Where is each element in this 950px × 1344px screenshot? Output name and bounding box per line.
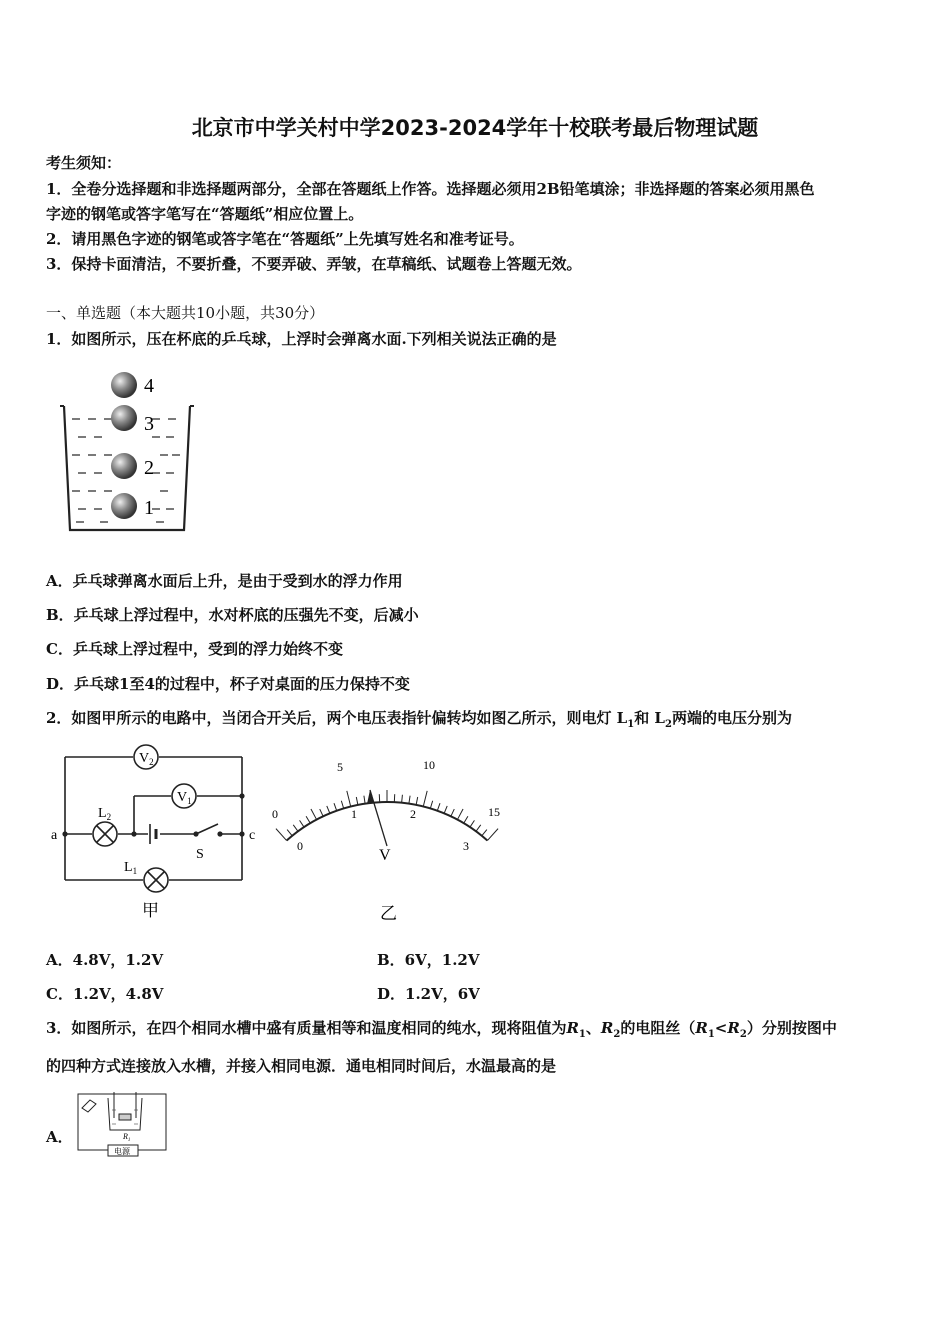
- scale-inner-label: 3: [463, 839, 469, 853]
- scale-outer-label: 15: [488, 805, 500, 819]
- scale-inner-label: 0: [297, 839, 303, 853]
- dial-tick: [287, 830, 292, 836]
- option-d: D．乒乓球1至4的过程中，杯子对桌面的压力保持不变: [46, 675, 410, 693]
- dial-tick: [451, 809, 454, 816]
- resistor-label: $R_1$: [123, 1132, 131, 1143]
- notice-item: 3．保持卡面清洁，不要折叠，不要弄破、弄皱，在草稿纸、试题卷上答题无效。: [46, 255, 582, 273]
- option-c: C．1.2V，4.8V: [46, 985, 164, 1003]
- option-a: A．乒乓球弹离水面后上升，是由于受到水的浮力作用: [46, 572, 403, 590]
- meter-unit-label: V: [379, 847, 391, 864]
- figure-caption-yi: 乙: [380, 904, 397, 923]
- notice-item: 1．全卷分选择题和非选择题两部分，全部在答题纸上作答。选择题必须用2B铅笔填涂；非选择题的答案必须用黑色: [46, 180, 815, 198]
- lamp-l2-label: $L_2$: [98, 806, 112, 822]
- ball-2: [111, 453, 137, 479]
- notice-heading: 考生须知：: [46, 154, 122, 172]
- ball-3: [111, 405, 137, 431]
- option-a: A．: [46, 1128, 73, 1146]
- dial-tick: [487, 829, 498, 841]
- scale-outer-label: 5: [337, 760, 343, 774]
- dial-tick: [423, 791, 427, 807]
- section-heading: 一、单选题（本大题共10小题，共30分）: [46, 304, 325, 322]
- dial-tick: [437, 803, 440, 811]
- voltmeter-dial: [266, 752, 516, 924]
- dial-tick: [457, 809, 463, 820]
- dial-tick: [311, 809, 317, 820]
- question-3-stem: 3．如图所示，在四个相同水槽中盛有质量相等和温度相同的纯水，现将阻值为$R_1$、$R_2$的电阻丝$(R_1<R_2)$分别按图中: [46, 1019, 837, 1040]
- ball-label: 4: [144, 375, 154, 397]
- dial-tick: [476, 825, 481, 831]
- scale-inner-label: 2: [410, 807, 416, 821]
- ball-label: 1: [144, 497, 154, 519]
- option-b: B．6V，1.2V: [377, 951, 480, 969]
- node-c-label: c: [249, 828, 256, 843]
- dial-tick: [402, 795, 403, 803]
- scale-outer-label: 10: [423, 758, 435, 772]
- circuit-diagram: [46, 740, 272, 922]
- dial-arc: [287, 802, 488, 841]
- option-c: C．乒乓球上浮过程中，受到的浮力始终不变: [46, 640, 343, 658]
- question-2-stem: 2．如图甲所示的电路中，当闭合开关后，两个电压表指针偏转均如图乙所示，则电灯 $L_1$和 $L_2$两端的电压分别为: [46, 709, 792, 730]
- dial-tick: [470, 820, 474, 827]
- ball-4: [111, 372, 137, 398]
- voltmeter-v1-label: $V_1$: [177, 790, 192, 806]
- dial-tick: [356, 797, 358, 805]
- power-source-label: 电源: [114, 1147, 130, 1156]
- dial-tick: [347, 791, 351, 807]
- page-title: 北京市中学关村中学2023-2024学年十校联考最后物理试题: [191, 116, 759, 140]
- lamp-l1-label: $L_1$: [124, 860, 138, 876]
- ball-1: [111, 493, 137, 519]
- question-1-stem: 1．如图所示，压在杯底的乒乓球，上浮时会弹离水面.下列相关说法正确的是: [46, 330, 557, 348]
- dial-tick: [334, 803, 337, 811]
- dial-tick: [320, 809, 323, 816]
- voltmeter-v2-label: $V_2$: [139, 751, 154, 767]
- figure-caption-jia: 甲: [142, 901, 159, 920]
- scale-inner-label: 1: [351, 807, 357, 821]
- ball-label: 2: [144, 457, 154, 479]
- dial-tick: [409, 796, 410, 804]
- dial-tick: [300, 820, 304, 827]
- option-d: D．1.2V，6V: [377, 985, 480, 1003]
- dial-tick: [364, 796, 365, 804]
- option-b: B．乒乓球上浮过程中，水对杯底的压强先不变，后减小: [46, 606, 419, 624]
- question-3-stem-line2: 的四种方式连接放入水槽，并接入相同电源．通电相同时间后，水温最高的是: [46, 1057, 557, 1075]
- dial-tick: [430, 801, 432, 809]
- node-a-label: a: [51, 828, 58, 843]
- option-a: A．4.8V，1.2V: [46, 951, 164, 969]
- switch-label: S: [196, 847, 204, 862]
- dial-tick: [341, 801, 343, 809]
- dial-tick: [276, 829, 287, 841]
- dial-tick: [416, 797, 418, 805]
- heater-figure-a: [74, 1090, 170, 1160]
- dial-tick: [464, 816, 468, 823]
- dial-tick: [327, 806, 330, 813]
- dial-tick: [482, 830, 487, 836]
- dial-tick: [293, 825, 298, 831]
- beaker-figure: [56, 362, 196, 540]
- dial-tick: [444, 806, 447, 813]
- notice-item: 字迹的钢笔或答字笔写在“答题纸”相应位置上。: [46, 205, 364, 223]
- notice-item: 2．请用黑色字迹的钢笔或答字笔在“答题纸”上先填写姓名和准考证号。: [46, 230, 524, 248]
- scale-outer-label: 0: [272, 807, 278, 821]
- ball-label: 3: [144, 413, 154, 435]
- dial-tick: [306, 816, 310, 823]
